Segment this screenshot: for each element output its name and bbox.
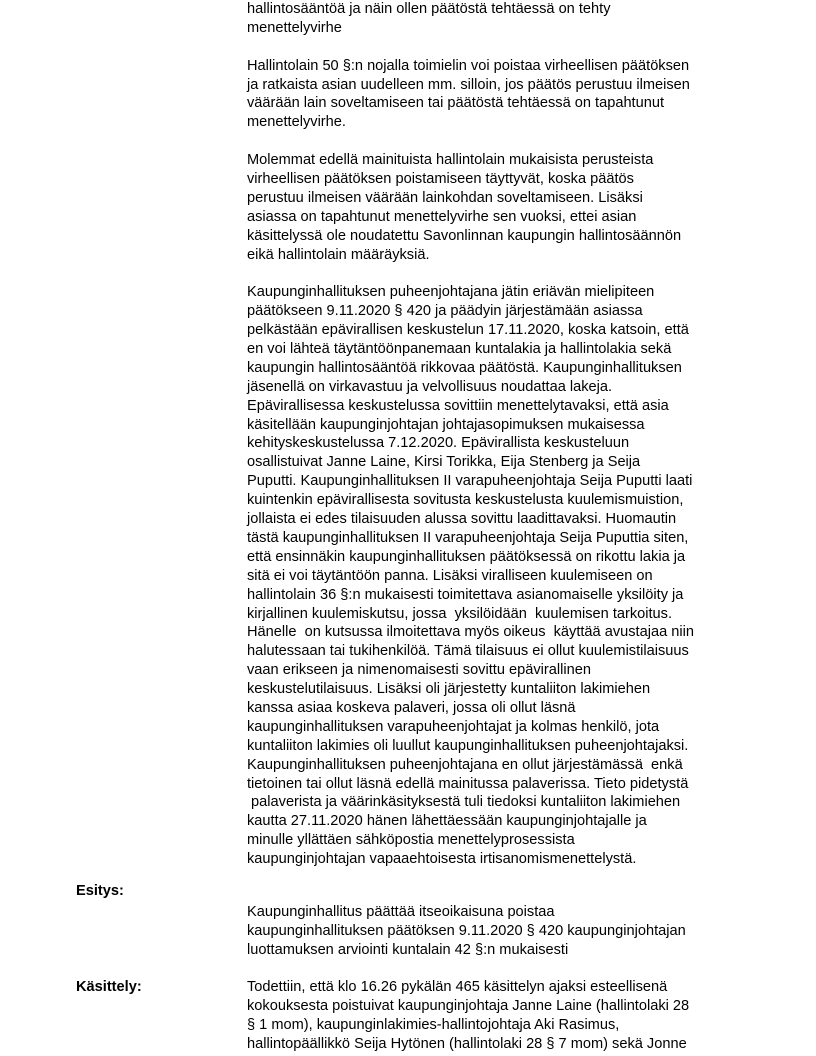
text-line: keskustelutilaisuus. Lisäksi oli järjestetty kuntaliiton lakimiehen bbox=[247, 681, 651, 698]
text-line: kuintenkin epävirallisesta sovitusta keskustelusta kuulemismuistion, bbox=[247, 492, 684, 509]
text-line: Hallintolain 50 §:n nojalla toimielin voi poistaa virheellisen päätöksen bbox=[247, 57, 690, 74]
text-line: menettelyvirhe bbox=[247, 19, 342, 36]
text-line: kehityskeskustelussa 7.12.2020. Epävirallista keskusteluun bbox=[247, 435, 630, 452]
text-line: Epävirallisessa keskustelussa sovittiin menettelytavaksi, että asia bbox=[247, 397, 669, 414]
paragraph bbox=[247, 0, 747, 38]
text-line: § 1 mom), kaupunginlakimies-hallintojohtaja Aki Rasimus, bbox=[247, 1016, 620, 1033]
text-line: kaupunginhallituksen varapuheenjohtajat ja kolmas henkilö, jota bbox=[247, 718, 660, 735]
text-line: kirjallinen kuulemiskutsu, jossa yksilöidään kuulemisen tarkoitus. bbox=[247, 605, 673, 622]
esitys-label: Esitys: bbox=[76, 883, 124, 899]
text-line: asiassa on tapahtunut menettelyvirhe sen vuoksi, ettei asian bbox=[247, 208, 637, 225]
text-line: Kaupunginhallituksen puheenjohtajana jätin eriävän mielipiteen bbox=[247, 284, 655, 301]
text-line: Kaupunginhallituksen puheenjohtajana en ollut järjestämässä enkä bbox=[247, 756, 683, 773]
text-line: pelkästään epävirallisen keskustelun 17.11.2020, koska katsoin, että bbox=[247, 322, 689, 339]
text-line: Hänelle on kutsussa ilmoitettava myös oikeus käyttää avustajaa niin bbox=[247, 624, 694, 641]
text-line: kokouksesta poistuivat kaupunginjohtaja Janne Laine (hallintolaki 28 bbox=[247, 997, 690, 1014]
text-line: että ensinnäkin kaupunginhallituksen päätöksessä on rikottu lakia ja bbox=[247, 548, 686, 565]
text-line: kautta 27.11.2020 hänen lähettäessään kaupunginjohtajalle ja bbox=[247, 813, 647, 830]
text-line: minulle yllättäen sähköpostia menettelyprosessista bbox=[247, 832, 575, 849]
text-line: päätökseen 9.11.2020 § 420 ja päädyin järjestämään asiassa bbox=[247, 303, 643, 320]
text-line: perustuu ilmeisen väärään lainkohdan soveltamiseen. Lisäksi bbox=[247, 189, 643, 206]
text-line: hallintolain 36 §:n mukaisesti toimitettava asianomaiselle yksilöity ja bbox=[247, 586, 684, 603]
paragraph-spacer bbox=[247, 264, 747, 283]
text-line: Molemmat edellä mainituista hallintolain mukaisista perusteista bbox=[247, 152, 654, 169]
text-line: hallintosääntöä ja näin ollen päätöstä tehtäessä on tehty bbox=[247, 1, 611, 17]
text-line: kuntaliiton lakimies oli luullut kaupunginhallituksen puheenjohtajaksi. bbox=[247, 737, 689, 754]
text-line: Kaupunginhallitus päättää itseoikaisuna poistaa bbox=[247, 904, 555, 920]
text-line: tietoinen tai ollut läsnä edellä mainitussa palaverissa. Tieto pidetystä bbox=[247, 775, 689, 792]
text-line: hallintopäällikkö Seija Hytönen (hallintolaki 28 § 7 mom) sekä Jonne bbox=[247, 1035, 687, 1052]
text-line: eikä hallintolain määräyksiä. bbox=[247, 246, 430, 263]
text-line: Puputti. Kaupunginhallituksen II varapuheenjohtaja Seija Puputti laati bbox=[247, 473, 693, 490]
kasittely-label: Käsittely: bbox=[76, 979, 142, 995]
paragraph-spacer bbox=[247, 132, 747, 151]
esitys-text bbox=[247, 903, 747, 960]
text-line: kaupunginjohtajan vapaaehtoisesta irtisanomismenettelystä. bbox=[247, 851, 637, 868]
text-line: kaupungin hallintosääntöä rikkovaa päätöstä. Kaupunginhallituksen bbox=[247, 359, 682, 376]
paragraph-spacer bbox=[247, 38, 747, 57]
text-line: halutessaan tai tukihenkilöä. Tämä tilaisuus ei ollut kuulemistilaisuus bbox=[247, 643, 689, 660]
text-line: osallistuivat Janne Laine, Kirsi Torikka, Eija Stenberg ja Seija bbox=[247, 454, 641, 471]
text-line: menettelyvirhe. bbox=[247, 114, 346, 131]
text-line: jollaista ei edes tilaisuuden alussa sovittu laadittavaksi. Huomautin bbox=[247, 511, 677, 528]
text-line: käsittelyssä ole noudatettu Savonlinnan kaupungin hallintosäännön bbox=[247, 227, 682, 244]
kasittely-text bbox=[247, 978, 747, 1054]
text-line: ja ratkaista asian uudelleen mm. silloin, jos päätös perustuu ilmeisen bbox=[247, 76, 690, 93]
text-line: en voi lähteä täytäntöönpanemaan kuntalakia ja hallintolakia sekä bbox=[247, 341, 672, 358]
text-line: kanssa asiaa koskeva palaveri, jossa oli ollut läsnä bbox=[247, 699, 576, 716]
text-line: virheellisen päätöksen poistamiseen täyttyvät, koska päätös bbox=[247, 171, 634, 188]
text-line: sitä ei voi täytäntöön panna. Lisäksi viralliseen kuulemiseen on bbox=[247, 567, 653, 584]
text-line: tästä kaupunginhallituksen II varapuheenjohtaja Seija Puputtia siten, bbox=[247, 529, 689, 546]
paragraph bbox=[247, 57, 747, 133]
paragraph bbox=[247, 151, 747, 264]
paragraph bbox=[247, 283, 747, 869]
document-body bbox=[247, 0, 747, 869]
text-line: palaverista ja väärinkäsityksestä tuli tiedoksi kuntaliiton lakimiehen bbox=[247, 794, 681, 811]
text-line: luottamuksen arviointi kuntalain 42 §:n mukaisesti bbox=[247, 941, 569, 958]
text-line: vaan erikseen ja nimenomaisesti sovittu epävirallinen bbox=[247, 662, 591, 679]
text-line: kaupunginhallituksen päätöksen 9.11.2020 § 420 kaupunginjohtajan bbox=[247, 922, 686, 939]
text-line: Todettiin, että klo 16.26 pykälän 465 käsittelyn ajaksi esteellisenä bbox=[247, 979, 668, 995]
text-line: väärään lain soveltamiseen tai päätöstä tehtäessä on tapahtunut bbox=[247, 95, 665, 112]
text-line: käsitellään kaupunginjohtajan johtajasopimuksen mukaisessa bbox=[247, 416, 645, 433]
text-line: jäsenellä on virkavastuu ja velvollisuus noudattaa lakeja. bbox=[247, 378, 613, 395]
